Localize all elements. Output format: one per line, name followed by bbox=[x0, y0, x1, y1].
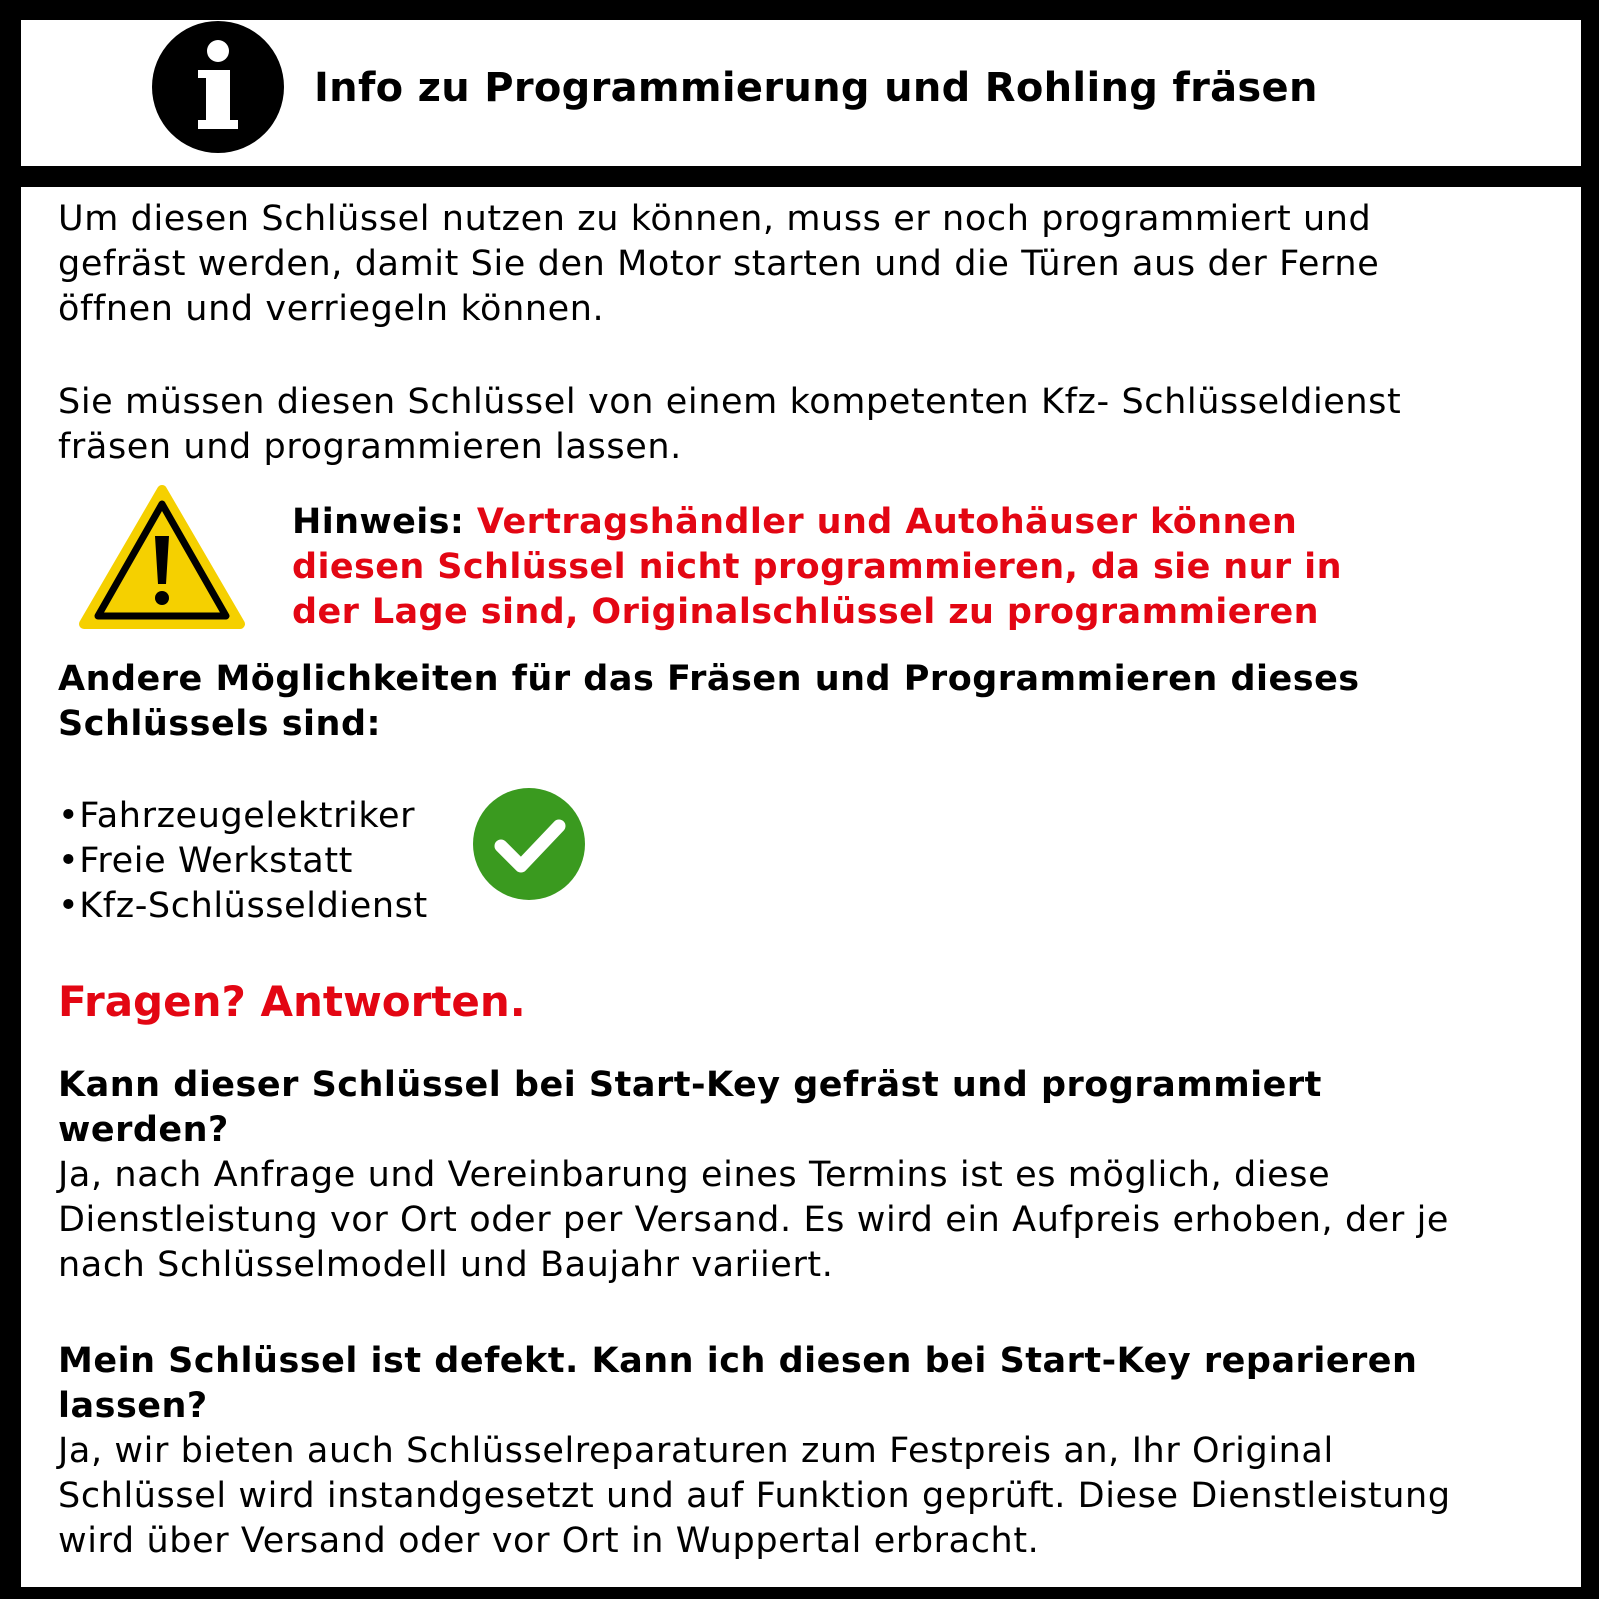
faq-question-line: lassen? bbox=[58, 1386, 208, 1426]
info-icon bbox=[151, 20, 285, 154]
faq-answer-line: nach Schlüsselmodell und Baujahr variiert. bbox=[58, 1245, 834, 1285]
warning-icon bbox=[78, 484, 246, 632]
faq-answer-line: Ja, wir bieten auch Schlüsselreparaturen zum Festpreis an, Ihr Original bbox=[58, 1431, 1334, 1471]
warning-label: Hinweis: bbox=[292, 502, 465, 542]
faq-answer bbox=[58, 1153, 1449, 1288]
faq-question bbox=[58, 1339, 1417, 1429]
main-content bbox=[21, 187, 1581, 1587]
service-note-paragraph bbox=[58, 380, 1401, 470]
list-item: •Fahrzeugelektriker bbox=[58, 796, 416, 836]
list-item: •Kfz-Schlüsseldienst bbox=[58, 886, 428, 926]
faq-answer bbox=[58, 1429, 1451, 1564]
alternatives-heading bbox=[58, 657, 1360, 747]
intro-line: gefräst werden, damit Sie den Motor starten und die Türen aus der Ferne bbox=[58, 244, 1380, 284]
faq-question-line: Mein Schlüssel ist defekt. Kann ich diesen bei Start-Key reparieren bbox=[58, 1341, 1418, 1381]
warning-line: der Lage sind, Originalschlüssel zu programmieren bbox=[292, 592, 1319, 632]
faq-question bbox=[58, 1063, 1322, 1153]
warning-line: diesen Schlüssel nicht programmieren, da sie nur in bbox=[292, 547, 1342, 587]
alternatives-list bbox=[58, 794, 428, 929]
faq-question-line: Kann dieser Schlüssel bei Start-Key gefräst und programmiert bbox=[58, 1065, 1322, 1105]
alternatives-heading-line: Schlüssels sind: bbox=[58, 704, 381, 744]
faq-answer-line: Ja, nach Anfrage und Vereinbarung eines Termins ist es möglich, diese bbox=[58, 1155, 1331, 1195]
warning-note bbox=[292, 500, 1342, 635]
faq-question-line: werden? bbox=[58, 1110, 229, 1150]
service-note-line: Sie müssen diesen Schlüssel von einem kompetenten Kfz- Schlüsseldienst bbox=[58, 382, 1402, 422]
header-banner bbox=[21, 20, 1581, 166]
faq-heading: Fragen? Antworten. bbox=[58, 977, 526, 1026]
intro-line: Um diesen Schlüssel nutzen zu können, muss er noch programmiert und bbox=[58, 199, 1372, 239]
faq-answer-line: wird über Versand oder vor Ort in Wuppertal erbracht. bbox=[58, 1521, 1040, 1561]
alternatives-heading-line: Andere Möglichkeiten für das Fräsen und Programmieren dieses bbox=[58, 659, 1360, 699]
faq-answer-line: Schlüssel wird instandgesetzt und auf Funktion geprüft. Diese Dienstleistung bbox=[58, 1476, 1451, 1516]
page-title: Info zu Programmierung und Rohling fräsen bbox=[314, 65, 1318, 111]
service-note-line: fräsen und programmieren lassen. bbox=[58, 427, 682, 467]
list-item: •Freie Werkstatt bbox=[58, 841, 353, 881]
intro-paragraph bbox=[58, 197, 1379, 332]
faq-answer-line: Dienstleistung vor Ort oder per Versand. Es wird ein Aufpreis erhoben, der je bbox=[58, 1200, 1450, 1240]
warning-line: Vertragshändler und Autohäuser können bbox=[476, 502, 1298, 542]
intro-line: öffnen und verriegeln können. bbox=[58, 289, 605, 329]
check-icon bbox=[471, 786, 587, 902]
